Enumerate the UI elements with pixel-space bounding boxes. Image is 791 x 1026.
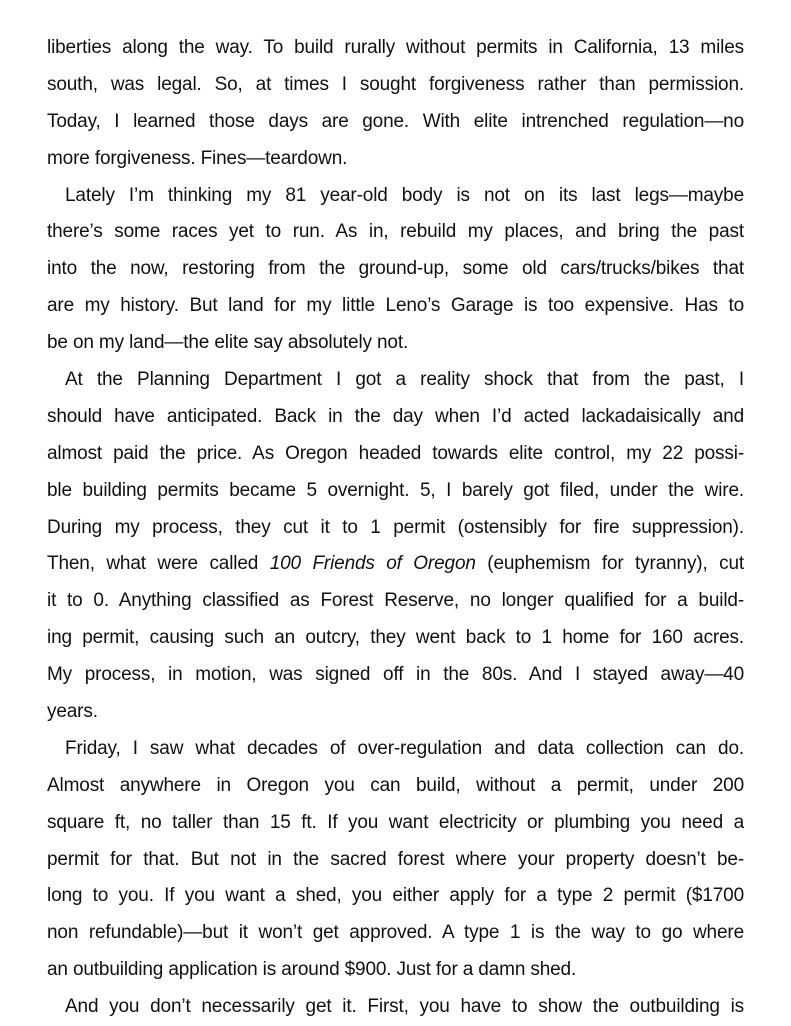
text-line: an outbuilding application is around $900. Just for a damn shed. <box>47 959 577 981</box>
document-page <box>47 30 744 1026</box>
text-line: My process, in motion, was signed off in the 80s. And I stayed away—40 <box>47 664 744 686</box>
text-line: During my process, they cut it to 1 permit (ostensibly for fire suppression). <box>47 516 744 538</box>
text-line: should have anticipated. Back in the day when I’d acted lackadaisically and <box>47 405 744 427</box>
text-line: square ft, no taller than 15 ft. If you want electricity or plumbing you need a <box>47 811 744 833</box>
text-line: ble building permits became 5 overnight. 5, I barely got filed, under the wire. <box>47 479 744 501</box>
text-line: years. <box>47 701 98 723</box>
text-run: Then, what were called <box>47 553 270 575</box>
text-line: liberties along the way. To build rurally without permits in California, 13 miles <box>47 37 744 58</box>
paragraph <box>47 362 744 731</box>
paragraph <box>47 30 744 178</box>
text-line: Almost anywhere in Oregon you can build, without a permit, under 200 <box>47 774 744 796</box>
paragraph <box>47 731 744 989</box>
paragraph <box>47 178 744 362</box>
text-line: there’s some races yet to run. As in, rebuild my places, and bring the past <box>47 221 744 243</box>
text-line: permit for that. But not in the sacred forest where your property doesn’t be- <box>47 848 744 870</box>
text-line: it to 0. Anything classified as Forest Reserve, no longer qualified for a build- <box>47 590 744 612</box>
text-line: long to you. If you want a shed, you either apply for a type 2 permit ($1700 <box>47 885 744 907</box>
italic-organization-name: 100 Friends of Oregon <box>269 553 476 575</box>
text-line: non refundable)—but it won’t get approved. A type 1 is the way to go where <box>47 922 744 944</box>
text-line: be on my land—the elite say absolutely not. <box>47 332 409 354</box>
text-line: almost paid the price. As Oregon headed towards elite control, my 22 possi- <box>47 442 744 464</box>
text-line: into the now, restoring from the ground-up, some old cars/trucks/bikes that <box>47 258 744 280</box>
text-run: (euphemism for tyranny), cut <box>475 553 744 575</box>
text-line: At the Planning Department I got a reality shock that from the past, I <box>65 369 744 391</box>
text-line: Lately I’m thinking my 81 year-old body is not on its last legs—maybe <box>65 184 744 206</box>
paragraph <box>47 989 744 1026</box>
text-line: And you don’t necessarily get it. First, you have to show the outbuilding is <box>65 996 744 1018</box>
text-line: Today, I learned those days are gone. With elite intrenched regulation—no <box>47 110 744 132</box>
text-line: are my history. But land for my little Leno’s Garage is too expensive. Has to <box>47 295 744 317</box>
text-line: Friday, I saw what decades of over-regulation and data collection can do. <box>65 737 744 759</box>
text-line: south, was legal. So, at times I sought forgiveness rather than permission. <box>47 73 744 95</box>
text-line: ing permit, causing such an outcry, they went back to 1 home for 160 acres. <box>47 627 744 649</box>
text-line <box>47 546 744 583</box>
text-line: more forgiveness. Fines—teardown. <box>47 147 348 169</box>
